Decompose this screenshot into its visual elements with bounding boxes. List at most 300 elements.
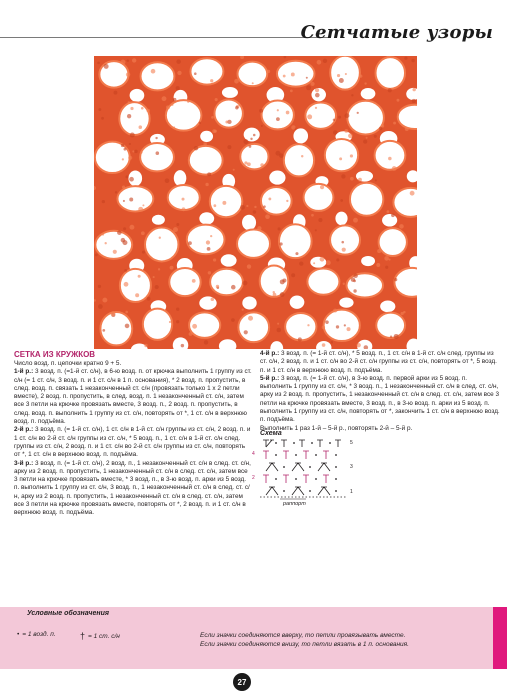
mesh-hole xyxy=(330,56,360,90)
yarn-texture xyxy=(138,207,143,212)
yarn-texture xyxy=(98,108,101,111)
mesh-small-hole xyxy=(339,298,353,308)
mesh-hole xyxy=(262,100,294,129)
yarn-texture xyxy=(344,324,346,326)
yarn-texture xyxy=(102,200,105,203)
yarn-texture xyxy=(207,247,211,251)
yarn-texture xyxy=(128,101,130,103)
mesh-small-hole xyxy=(219,339,237,349)
yarn-texture xyxy=(227,145,231,149)
yarn-texture xyxy=(110,311,115,316)
yarn-texture xyxy=(187,100,189,102)
yarn-texture xyxy=(192,279,196,283)
yarn-texture xyxy=(126,72,130,76)
yarn-texture xyxy=(125,324,130,329)
yarn-texture xyxy=(311,214,314,217)
yarn-texture xyxy=(313,262,315,264)
yarn-texture xyxy=(130,107,133,110)
yarn-texture xyxy=(132,150,134,152)
yarn-texture xyxy=(211,116,214,119)
yarn-texture xyxy=(291,125,295,129)
yarn-texture xyxy=(411,59,414,62)
yarn-texture xyxy=(139,125,143,129)
yarn-texture xyxy=(337,74,340,77)
yarn-texture xyxy=(344,129,348,133)
mesh-hole xyxy=(277,61,315,87)
mesh-hole xyxy=(375,141,406,170)
crochet-chart xyxy=(246,437,361,501)
yarn-texture xyxy=(299,261,303,265)
yarn-texture xyxy=(115,191,117,193)
yarn-texture xyxy=(388,157,392,161)
yarn-texture xyxy=(377,249,381,253)
mesh-hole xyxy=(304,184,334,211)
yarn-texture xyxy=(359,74,362,77)
mesh-small-hole xyxy=(382,214,397,227)
yarn-texture xyxy=(283,75,286,78)
mesh-small-hole xyxy=(242,215,256,231)
yarn-texture xyxy=(275,151,280,156)
yarn-texture xyxy=(125,175,128,178)
yarn-texture xyxy=(393,122,396,125)
yarn-texture xyxy=(213,258,216,261)
yarn-texture xyxy=(253,210,257,214)
yarn-texture xyxy=(307,114,312,119)
mesh-hole xyxy=(187,225,225,255)
yarn-texture xyxy=(318,218,322,222)
mesh-hole xyxy=(284,144,314,176)
yarn-texture xyxy=(243,281,248,286)
yarn-texture xyxy=(399,224,404,229)
yarn-texture xyxy=(376,263,380,267)
yarn-texture xyxy=(387,210,390,213)
yarn-texture xyxy=(128,156,132,160)
yarn-texture xyxy=(342,248,346,252)
yarn-texture xyxy=(315,93,320,98)
row-2-instruction: 2-й р.: 3 возд. п. (= 1-й ст. с/н), 1 ст. с/н в 1-й ст. с/н группы из ст. с/н, 2 возд. п. и 1 ст. с/н во 2-й ст. с/н группы из ст. с/н, * 5 возд. п., 1 ст. с/н в 1-й ст. с/н след. группы из ст. с/н, 2 возд. п. и 1 ст. с/н во 2-й ст. с/н группы из ст. с/н, повторять от *, 1 ст. с/н в верхнюю возд. п. подъёма. xyxy=(14,426,251,459)
yarn-texture xyxy=(248,316,253,321)
yarn-texture xyxy=(336,258,339,261)
yarn-texture xyxy=(94,299,96,302)
yarn-texture xyxy=(95,253,98,256)
yarn-texture xyxy=(261,125,263,127)
yarn-texture xyxy=(235,106,238,109)
yarn-texture xyxy=(353,280,356,283)
yarn-texture xyxy=(412,99,416,103)
yarn-texture xyxy=(129,177,134,182)
yarn-texture xyxy=(127,114,131,118)
yarn-texture xyxy=(315,88,319,92)
scheme-label: Схема xyxy=(260,430,282,437)
mesh-hole xyxy=(189,146,223,175)
mesh-small-hole xyxy=(221,254,237,266)
row-5-instruction: 5-й р.: 3 возд. п. (= 1-й ст. с/н), в 3-ю возд. п. первой арки из 5 возд. п. выполнить 1 группу из ст. с/н, * 3 возд. п., 1 незаконченный ст. с/н в след. ст. с/н, арку из 2 возд. п. пропустить, 1 незаконченный ст. с/н в след. ст. с/н, затем все 3 петли на крючке провязать вместе, 3 возд. п., в 3-ю возд. п. арки из 5 возд. п. выполнить 1 группу из ст. с/н, повторять от *, закончить 1 ст. с/н в верхнюю возд. п. подъёма. xyxy=(260,374,500,424)
yarn-texture xyxy=(166,105,170,109)
yarn-texture xyxy=(135,293,139,297)
yarn-texture xyxy=(129,197,133,201)
yarn-texture xyxy=(276,328,281,333)
yarn-texture xyxy=(353,289,356,292)
yarn-texture xyxy=(233,169,235,171)
stitch-photo xyxy=(94,56,417,349)
yarn-texture xyxy=(375,179,377,181)
yarn-texture xyxy=(247,162,251,166)
yarn-texture xyxy=(267,70,270,73)
yarn-texture xyxy=(189,332,193,336)
instructions-left xyxy=(14,360,252,518)
mesh-hole xyxy=(394,268,417,297)
yarn-texture xyxy=(357,112,359,114)
yarn-texture xyxy=(243,139,248,144)
yarn-texture xyxy=(259,109,263,113)
yarn-texture xyxy=(225,120,228,123)
yarn-texture xyxy=(124,148,127,151)
yarn-texture xyxy=(401,312,404,315)
yarn-texture xyxy=(366,137,368,139)
mesh-hole xyxy=(99,61,128,87)
legend-note-bottom: Если значки соединяются внизу, то петли вязать в 1 п. основания. xyxy=(200,641,409,648)
row-3-stitches xyxy=(266,463,330,471)
yarn-texture xyxy=(182,198,185,201)
yarn-texture xyxy=(276,117,280,121)
yarn-texture xyxy=(142,204,144,206)
yarn-texture xyxy=(140,151,142,153)
mesh-hole xyxy=(210,269,243,296)
mesh-small-hole xyxy=(199,212,214,224)
yarn-texture xyxy=(121,144,124,147)
mesh-small-hole xyxy=(269,170,285,184)
yarn-texture xyxy=(265,214,270,219)
yarn-texture xyxy=(244,161,247,164)
row-1-stitches xyxy=(266,487,330,495)
yarn-texture xyxy=(114,91,118,95)
mesh-small-hole xyxy=(200,131,213,142)
yarn-texture xyxy=(379,127,382,130)
mesh-hole xyxy=(141,62,175,90)
yarn-texture xyxy=(278,227,281,230)
yarn-texture xyxy=(268,198,271,201)
yarn-texture xyxy=(126,59,129,62)
yarn-texture xyxy=(351,94,353,96)
yarn-texture xyxy=(206,240,210,244)
yarn-texture xyxy=(246,205,248,207)
legend-dc-text: = 1 ст. с/н xyxy=(88,632,120,640)
mesh-hole xyxy=(238,312,269,342)
yarn-texture xyxy=(231,285,236,290)
yarn-texture xyxy=(391,213,395,217)
yarn-texture xyxy=(141,231,145,235)
yarn-texture xyxy=(170,266,174,270)
yarn-texture xyxy=(280,292,285,297)
mesh-small-hole xyxy=(380,301,395,313)
row-3-instruction: 3-й р.: 3 возд. п. (= 1-й ст. с/н), 2 возд. п., 1 незаконченный ст. с/н в след. ст. с/н, арку из 2 возд. п. пропустить, 1 незаконченный ст. с/н в след. ст. с/н, затем все 3 петли на крючке провязать вместе, * 3 возд. п., в 3-ю возд. п. арки из 5 возд. п. выполнить 1 группу из ст. с/н, 3 возд. п., 1 незаконченный ст. с/н в след. ст. с/н, арку из 2 возд. п. пропустить, 1 незаконченный ст. с/н в след. ст. с/н, затем все 3 петли на крючке провязать вместе, повторять от *, 2 возд. п. и 1 ст. с/н в верхнюю возд. п. подъёма. xyxy=(14,459,251,517)
mesh-hole xyxy=(379,228,407,256)
legend-notes xyxy=(200,631,409,649)
yarn-texture xyxy=(244,330,248,334)
yarn-texture xyxy=(250,138,252,140)
yarn-texture xyxy=(117,230,122,235)
lace-mesh-image xyxy=(94,56,417,349)
row-number: 5 xyxy=(350,440,353,446)
mesh-hole xyxy=(100,312,132,345)
mesh-small-hole xyxy=(293,128,308,143)
yarn-texture xyxy=(291,273,295,277)
yarn-texture xyxy=(142,251,145,254)
yarn-texture xyxy=(130,133,135,138)
yarn-texture xyxy=(364,82,366,84)
yarn-texture xyxy=(162,96,167,101)
yarn-texture xyxy=(203,142,206,145)
header-rule xyxy=(0,37,330,38)
yarn-texture xyxy=(222,201,226,205)
yarn-texture xyxy=(358,178,362,182)
yarn-texture xyxy=(356,343,360,347)
mesh-small-hole xyxy=(174,170,187,186)
page-number: 27 xyxy=(233,673,251,691)
yarn-texture xyxy=(326,260,331,265)
yarn-texture xyxy=(155,285,159,289)
yarn-texture xyxy=(153,276,155,278)
mesh-hole xyxy=(347,273,384,297)
mesh-small-hole xyxy=(335,212,347,226)
yarn-texture xyxy=(291,72,295,76)
yarn-texture xyxy=(210,235,212,237)
yarn-texture xyxy=(144,344,147,347)
yarn-texture xyxy=(298,337,302,341)
yarn-texture xyxy=(182,207,186,211)
mesh-hole xyxy=(119,102,149,135)
row-4-instruction: 4-й р.: 3 возд. п. (= 1-й ст. с/н), * 5 возд. п., 1 ст. с/н в 1-й ст. с/н след. группы из ст. с/н, 2 возд. п. и 1 ст. с/н во 2-й ст. с/н группы из ст. с/н, повторять от *, 5 возд. п. и 1 ст. с/н в верхнюю возд. п. подъёма. xyxy=(260,350,497,374)
legend-chain-text: = 1 возд. п. xyxy=(22,631,56,638)
yarn-texture xyxy=(124,269,127,272)
double-crochet-icon: † xyxy=(80,631,86,641)
side-accent-bar xyxy=(493,607,507,669)
yarn-texture xyxy=(374,135,377,138)
yarn-texture xyxy=(339,78,344,83)
yarn-texture xyxy=(320,257,325,262)
yarn-texture xyxy=(410,191,415,196)
mesh-hole xyxy=(376,57,406,89)
yarn-texture xyxy=(102,298,107,303)
yarn-texture xyxy=(323,59,327,63)
instructions-right xyxy=(260,350,500,433)
yarn-texture xyxy=(397,99,400,102)
yarn-texture xyxy=(173,98,176,101)
yarn-texture xyxy=(204,340,208,344)
yarn-texture xyxy=(284,56,287,58)
yarn-texture xyxy=(388,88,392,92)
yarn-texture xyxy=(405,127,409,131)
mesh-small-hole xyxy=(407,339,417,349)
yarn-texture xyxy=(113,250,117,254)
yarn-texture xyxy=(282,279,286,283)
yarn-texture xyxy=(249,145,252,148)
yarn-texture xyxy=(173,126,175,128)
mesh-hole xyxy=(347,101,384,135)
yarn-texture xyxy=(125,311,128,314)
yarn-texture xyxy=(240,205,245,210)
row-number: 2 xyxy=(252,475,255,481)
yarn-texture xyxy=(341,241,344,244)
yarn-texture xyxy=(102,233,104,235)
yarn-texture xyxy=(333,309,337,313)
mesh-small-hole xyxy=(199,296,216,309)
yarn-texture xyxy=(390,335,392,337)
yarn-texture xyxy=(231,318,235,322)
mesh-hole xyxy=(350,183,383,216)
yarn-texture xyxy=(173,227,178,232)
yarn-texture xyxy=(138,275,141,278)
yarn-texture xyxy=(322,326,325,329)
mesh-hole xyxy=(95,142,130,173)
yarn-texture xyxy=(98,285,101,288)
yarn-texture xyxy=(129,225,134,230)
mesh-small-hole xyxy=(270,341,283,349)
yarn-texture xyxy=(315,107,317,109)
mesh-hole xyxy=(285,313,316,340)
yarn-texture xyxy=(121,238,125,242)
mesh-small-hole xyxy=(152,215,165,225)
yarn-texture xyxy=(273,291,275,293)
yarn-texture xyxy=(176,86,180,90)
yarn-texture xyxy=(339,157,342,160)
yarn-texture xyxy=(348,133,353,138)
yarn-texture xyxy=(194,146,198,150)
yarn-texture xyxy=(412,88,415,91)
yarn-texture xyxy=(169,321,171,323)
yarn-texture xyxy=(350,154,353,157)
yarn-texture xyxy=(205,183,208,186)
mesh-hole xyxy=(324,310,360,341)
yarn-texture xyxy=(340,199,343,202)
yarn-texture xyxy=(130,185,132,187)
yarn-texture xyxy=(159,237,161,239)
mesh-hole xyxy=(190,58,223,84)
yarn-texture xyxy=(353,218,358,223)
mesh-small-hole xyxy=(242,296,256,309)
section-title: СЕТКА ИЗ КРУЖКОВ xyxy=(14,350,96,359)
yarn-texture xyxy=(214,130,217,133)
mesh-hole xyxy=(168,185,200,210)
mesh-small-hole xyxy=(173,337,189,349)
yarn-texture xyxy=(345,73,347,75)
yarn-texture xyxy=(389,259,391,261)
yarn-texture xyxy=(404,57,407,60)
yarn-texture xyxy=(122,158,124,160)
mesh-hole xyxy=(210,186,243,217)
yarn-texture xyxy=(213,204,216,207)
yarn-texture xyxy=(102,329,105,332)
yarn-texture xyxy=(301,155,303,157)
yarn-texture xyxy=(210,79,213,82)
yarn-texture xyxy=(181,344,184,347)
yarn-texture xyxy=(105,242,107,244)
mesh-hole xyxy=(143,309,172,340)
mesh-hole xyxy=(237,229,270,257)
legend-title: Условные обозначения xyxy=(27,610,110,617)
yarn-texture xyxy=(188,241,192,245)
yarn-texture xyxy=(211,297,215,301)
yarn-texture xyxy=(385,266,388,269)
row-number: 1 xyxy=(350,489,353,495)
mesh-hole xyxy=(398,105,417,129)
legend-note-top: Если значки соединяются вверху, то петли провязывать вместе. xyxy=(200,632,406,639)
mesh-hole xyxy=(240,144,268,170)
yarn-texture xyxy=(254,206,256,208)
yarn-texture xyxy=(306,85,311,90)
yarn-texture xyxy=(253,134,256,137)
yarn-texture xyxy=(263,205,266,208)
yarn-texture xyxy=(155,137,157,139)
mesh-hole xyxy=(307,269,339,295)
mesh-small-hole xyxy=(361,256,375,266)
yarn-texture xyxy=(147,297,151,301)
yarn-texture xyxy=(392,166,397,171)
repeat-instruction: Выполнить 1 раз 1-й – 5-й р., повторять 2-й – 5-й р. xyxy=(260,424,413,432)
yarn-texture xyxy=(277,109,279,111)
yarn-texture xyxy=(310,82,314,86)
yarn-texture xyxy=(317,60,322,65)
yarn-texture xyxy=(192,324,197,329)
legend-chain xyxy=(17,631,56,638)
mesh-hole xyxy=(117,186,153,211)
mesh-hole xyxy=(279,224,312,258)
yarn-texture xyxy=(333,130,337,134)
yarn-texture xyxy=(260,163,264,167)
page-title: Сетчатые узоры xyxy=(300,22,493,43)
yarn-texture xyxy=(158,268,160,270)
mesh-small-hole xyxy=(407,170,417,182)
row-number: 4 xyxy=(252,451,255,457)
yarn-texture xyxy=(290,90,293,93)
yarn-texture xyxy=(216,285,219,288)
mesh-hole xyxy=(145,228,178,262)
yarn-texture xyxy=(208,271,211,274)
yarn-texture xyxy=(176,59,181,64)
yarn-texture xyxy=(347,327,351,331)
mesh-small-hole xyxy=(361,88,376,99)
yarn-texture xyxy=(165,178,170,183)
yarn-texture xyxy=(295,252,298,255)
yarn-texture xyxy=(279,242,282,245)
yarn-texture xyxy=(322,343,326,347)
yarn-texture xyxy=(257,226,261,230)
yarn-texture xyxy=(306,77,308,79)
yarn-texture xyxy=(247,264,251,268)
row-number: 3 xyxy=(350,464,353,470)
yarn-texture xyxy=(121,60,126,65)
yarn-texture xyxy=(94,186,96,190)
mesh-small-hole xyxy=(222,87,238,98)
yarn-texture xyxy=(123,200,125,202)
legend-double-crochet xyxy=(80,631,120,641)
yarn-texture xyxy=(377,145,379,147)
yarn-texture xyxy=(353,274,358,279)
yarn-texture xyxy=(122,186,125,189)
yarn-texture xyxy=(101,117,104,120)
mesh-small-hole xyxy=(290,296,305,309)
yarn-texture xyxy=(123,227,126,230)
yarn-texture xyxy=(242,308,244,310)
intro-text: Число возд. п. цепочки кратно 9 + 5. xyxy=(14,360,122,367)
mesh-small-hole xyxy=(130,89,145,102)
yarn-texture xyxy=(234,79,239,84)
yarn-texture xyxy=(363,140,367,144)
yarn-texture xyxy=(350,177,354,181)
yarn-texture xyxy=(97,61,100,64)
yarn-texture xyxy=(146,109,150,113)
yarn-texture xyxy=(176,307,179,310)
